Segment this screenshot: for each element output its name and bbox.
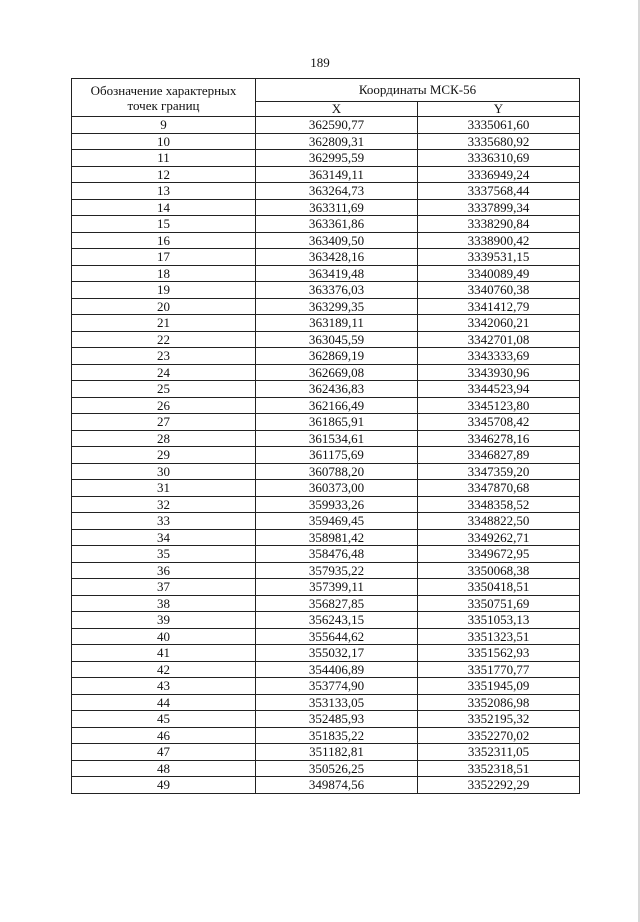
page-number: 189 [310, 55, 330, 70]
table-row [72, 199, 580, 216]
x-cell: 363361,86 [256, 216, 418, 233]
y-cell: 3340089,49 [418, 265, 580, 282]
x-cell: 351182,81 [256, 744, 418, 761]
table-row [72, 397, 580, 414]
table-row [72, 348, 580, 365]
point-cell: 10 [72, 133, 256, 150]
x-cell: 362869,19 [256, 348, 418, 365]
table-row [72, 232, 580, 249]
point-cell: 25 [72, 381, 256, 398]
table-row [72, 133, 580, 150]
y-cell: 3344523,94 [418, 381, 580, 398]
y-cell: 3350418,51 [418, 579, 580, 596]
table-row [72, 661, 580, 678]
point-cell: 41 [72, 645, 256, 662]
table-row [72, 760, 580, 777]
point-cell: 44 [72, 694, 256, 711]
table-row [72, 315, 580, 332]
table-row [72, 694, 580, 711]
point-cell: 49 [72, 777, 256, 794]
x-cell: 350526,25 [256, 760, 418, 777]
y-cell: 3352086,98 [418, 694, 580, 711]
point-cell: 23 [72, 348, 256, 365]
point-cell: 42 [72, 661, 256, 678]
table-row [72, 496, 580, 513]
table-row [72, 480, 580, 497]
point-cell: 11 [72, 150, 256, 167]
point-cell: 16 [72, 232, 256, 249]
y-cell: 3351562,93 [418, 645, 580, 662]
table-row [72, 727, 580, 744]
table-header [72, 79, 580, 117]
x-cell: 363409,50 [256, 232, 418, 249]
table-row [72, 612, 580, 629]
header-coordinates: Координаты МСК-56 [256, 79, 580, 102]
point-cell: 13 [72, 183, 256, 200]
y-cell: 3345123,80 [418, 397, 580, 414]
y-cell: 3337568,44 [418, 183, 580, 200]
y-cell: 3352292,29 [418, 777, 580, 794]
x-cell: 361534,61 [256, 430, 418, 447]
point-cell: 28 [72, 430, 256, 447]
x-cell: 354406,89 [256, 661, 418, 678]
y-cell: 3352270,02 [418, 727, 580, 744]
x-cell: 361865,91 [256, 414, 418, 431]
y-cell: 3339531,15 [418, 249, 580, 266]
point-cell: 27 [72, 414, 256, 431]
table-row [72, 150, 580, 167]
table-row [72, 265, 580, 282]
y-cell: 3338290,84 [418, 216, 580, 233]
point-cell: 32 [72, 496, 256, 513]
point-cell: 15 [72, 216, 256, 233]
y-cell: 3335680,92 [418, 133, 580, 150]
point-cell: 21 [72, 315, 256, 332]
point-cell: 17 [72, 249, 256, 266]
header-row-top [72, 79, 580, 102]
point-cell: 48 [72, 760, 256, 777]
table-row [72, 381, 580, 398]
y-cell: 3351053,13 [418, 612, 580, 629]
table-row [72, 216, 580, 233]
table-row [72, 463, 580, 480]
x-cell: 359933,26 [256, 496, 418, 513]
coordinates-table [71, 78, 580, 794]
x-cell: 363419,48 [256, 265, 418, 282]
x-cell: 363149,11 [256, 166, 418, 183]
x-cell: 362669,08 [256, 364, 418, 381]
y-cell: 3346827,89 [418, 447, 580, 464]
point-cell: 19 [72, 282, 256, 299]
table-row [72, 546, 580, 563]
table-row [72, 678, 580, 695]
point-cell: 22 [72, 331, 256, 348]
header-y: Y [418, 102, 580, 117]
table-row [72, 166, 580, 183]
y-cell: 3352195,32 [418, 711, 580, 728]
table-row [72, 628, 580, 645]
x-cell: 363311,69 [256, 199, 418, 216]
point-cell: 26 [72, 397, 256, 414]
point-cell: 36 [72, 562, 256, 579]
y-cell: 3341412,79 [418, 298, 580, 315]
table-row [72, 117, 580, 134]
x-cell: 363264,73 [256, 183, 418, 200]
y-cell: 3345708,42 [418, 414, 580, 431]
x-cell: 351835,22 [256, 727, 418, 744]
table-row [72, 744, 580, 761]
point-cell: 47 [72, 744, 256, 761]
table-row [72, 364, 580, 381]
point-cell: 37 [72, 579, 256, 596]
table-row [72, 447, 580, 464]
y-cell: 3352318,51 [418, 760, 580, 777]
x-cell: 363189,11 [256, 315, 418, 332]
x-cell: 358476,48 [256, 546, 418, 563]
y-cell: 3349672,95 [418, 546, 580, 563]
point-cell: 45 [72, 711, 256, 728]
y-cell: 3336949,24 [418, 166, 580, 183]
point-cell: 38 [72, 595, 256, 612]
table-row [72, 282, 580, 299]
point-cell: 30 [72, 463, 256, 480]
table-row [72, 529, 580, 546]
y-cell: 3346278,16 [418, 430, 580, 447]
point-cell: 9 [72, 117, 256, 134]
table-row [72, 183, 580, 200]
point-cell: 33 [72, 513, 256, 530]
table-row [72, 579, 580, 596]
table-row [72, 513, 580, 530]
y-cell: 3347359,20 [418, 463, 580, 480]
x-cell: 363045,59 [256, 331, 418, 348]
y-cell: 3348358,52 [418, 496, 580, 513]
table-row [72, 249, 580, 266]
point-cell: 20 [72, 298, 256, 315]
point-cell: 46 [72, 727, 256, 744]
x-cell: 352485,93 [256, 711, 418, 728]
table-row [72, 562, 580, 579]
y-cell: 3350068,38 [418, 562, 580, 579]
table-row [72, 645, 580, 662]
y-cell: 3340760,38 [418, 282, 580, 299]
y-cell: 3343333,69 [418, 348, 580, 365]
y-cell: 3335061,60 [418, 117, 580, 134]
point-cell: 34 [72, 529, 256, 546]
header-x: X [256, 102, 418, 117]
x-cell: 362590,77 [256, 117, 418, 134]
table-row [72, 430, 580, 447]
y-cell: 3347870,68 [418, 480, 580, 497]
x-cell: 361175,69 [256, 447, 418, 464]
x-cell: 355644,62 [256, 628, 418, 645]
x-cell: 362436,83 [256, 381, 418, 398]
x-cell: 362995,59 [256, 150, 418, 167]
table-row [72, 331, 580, 348]
table-row [72, 777, 580, 794]
y-cell: 3337899,34 [418, 199, 580, 216]
x-cell: 358981,42 [256, 529, 418, 546]
table-row [72, 298, 580, 315]
y-cell: 3336310,69 [418, 150, 580, 167]
point-cell: 35 [72, 546, 256, 563]
y-cell: 3349262,71 [418, 529, 580, 546]
x-cell: 353774,90 [256, 678, 418, 695]
y-cell: 3351323,51 [418, 628, 580, 645]
x-cell: 363376,03 [256, 282, 418, 299]
x-cell: 356827,85 [256, 595, 418, 612]
header-points: Обозначение характерных точек границ [72, 79, 256, 117]
x-cell: 360788,20 [256, 463, 418, 480]
table-row [72, 414, 580, 431]
point-cell: 24 [72, 364, 256, 381]
table-row [72, 711, 580, 728]
y-cell: 3342060,21 [418, 315, 580, 332]
x-cell: 356243,15 [256, 612, 418, 629]
point-cell: 18 [72, 265, 256, 282]
y-cell: 3352311,05 [418, 744, 580, 761]
y-cell: 3351770,77 [418, 661, 580, 678]
point-cell: 40 [72, 628, 256, 645]
y-cell: 3351945,09 [418, 678, 580, 695]
point-cell: 12 [72, 166, 256, 183]
table-row [72, 595, 580, 612]
table-body [72, 117, 580, 794]
x-cell: 362809,31 [256, 133, 418, 150]
x-cell: 362166,49 [256, 397, 418, 414]
x-cell: 357935,22 [256, 562, 418, 579]
y-cell: 3342701,08 [418, 331, 580, 348]
x-cell: 359469,45 [256, 513, 418, 530]
x-cell: 355032,17 [256, 645, 418, 662]
point-cell: 43 [72, 678, 256, 695]
point-cell: 14 [72, 199, 256, 216]
y-cell: 3338900,42 [418, 232, 580, 249]
y-cell: 3350751,69 [418, 595, 580, 612]
x-cell: 357399,11 [256, 579, 418, 596]
point-cell: 31 [72, 480, 256, 497]
x-cell: 353133,05 [256, 694, 418, 711]
y-cell: 3348822,50 [418, 513, 580, 530]
x-cell: 363428,16 [256, 249, 418, 266]
point-cell: 39 [72, 612, 256, 629]
x-cell: 363299,35 [256, 298, 418, 315]
y-cell: 3343930,96 [418, 364, 580, 381]
x-cell: 360373,00 [256, 480, 418, 497]
point-cell: 29 [72, 447, 256, 464]
x-cell: 349874,56 [256, 777, 418, 794]
